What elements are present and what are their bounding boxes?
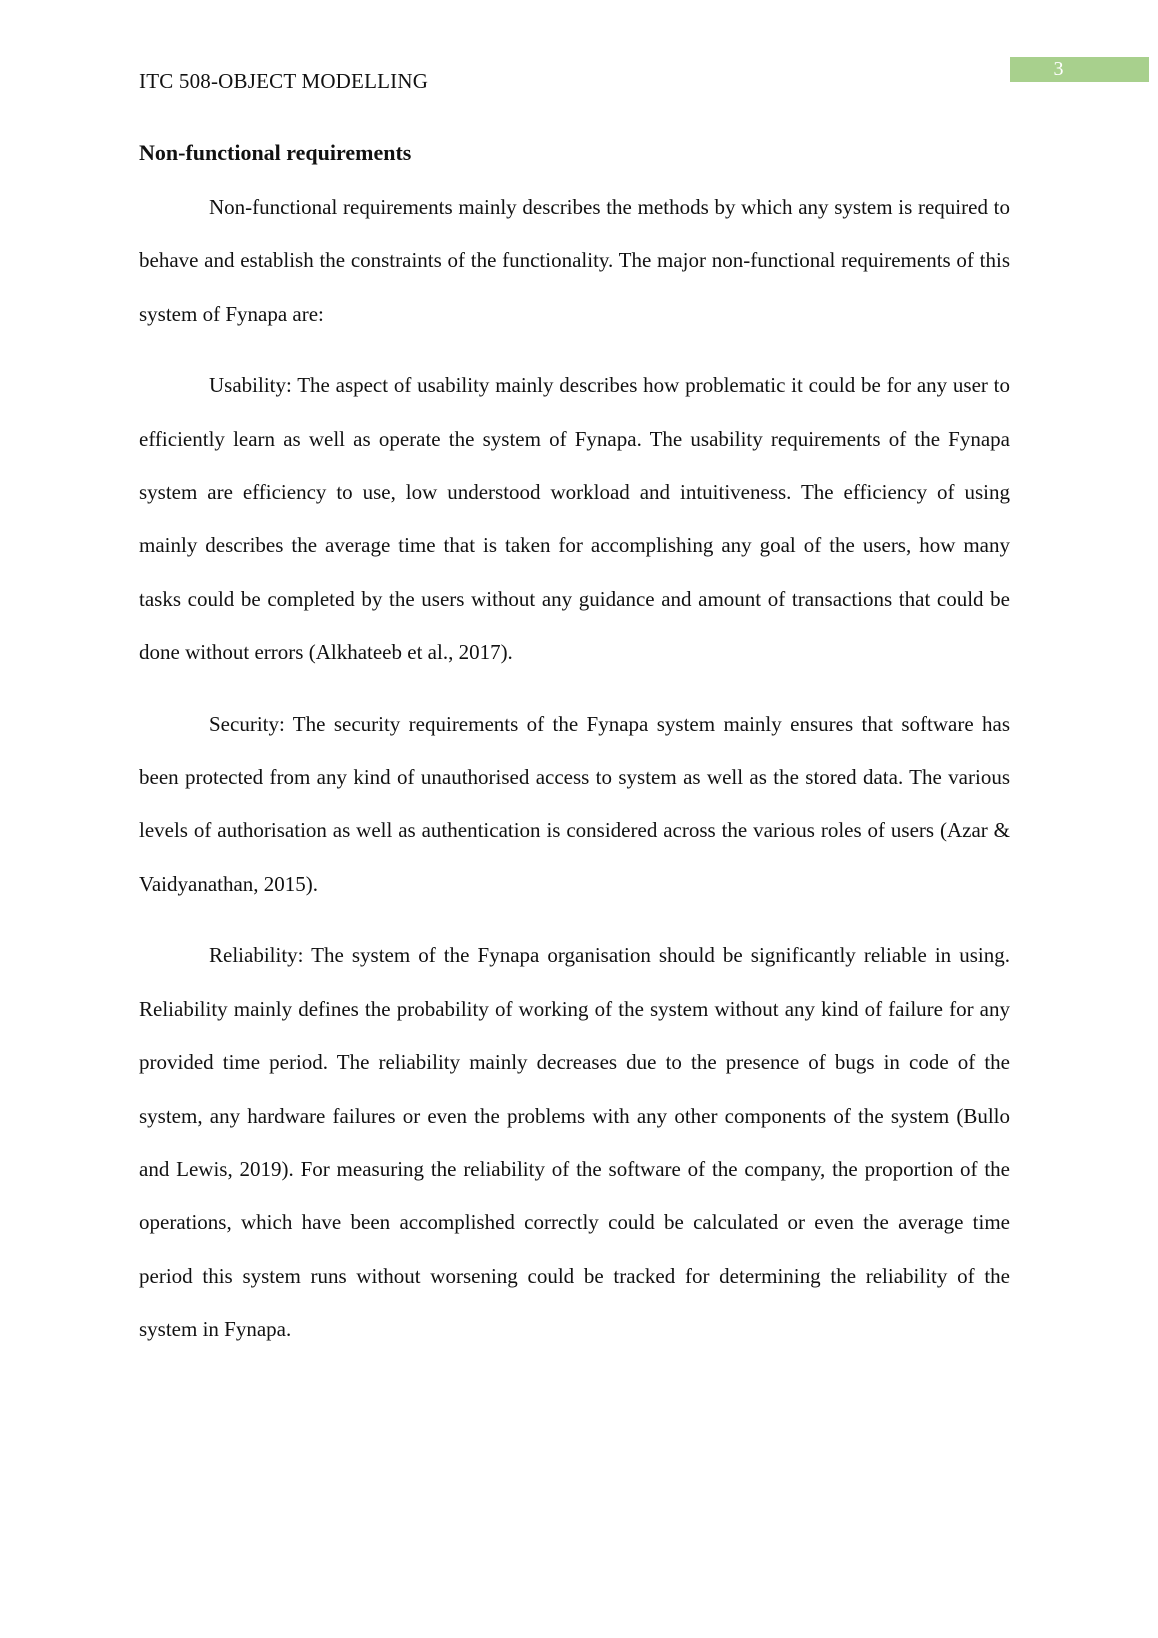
section-heading: Non-functional requirements [139,140,412,165]
page-number-badge [1010,57,1149,82]
paragraph-security: Security: The security requirements of the Fynapa system mainly ensures that software has been protected from any kind of unauthorised access to system as well as the stored data. The various levels of authorisation as well as authentication is considered across the various roles of users (Azar & Vaidyanathan, 2015). [139,711,1010,896]
document-body [139,136,1010,1357]
running-head: ITC 508-OBJECT MODELLING [139,69,429,93]
paragraph-intro: Non-functional requirements mainly describes the methods by which any system is required to behave and establish the constraints of the functionality. The major non-functional requirements of this system of Fynapa are: [139,195,1010,326]
paragraph-usability: Usability: The aspect of usability mainly describes how problematic it could be for any user to efficiently learn as well as operate the system of Fynapa. The usability requirements of the Fynapa system are efficiency to use, low understood workload and intuitiveness. The efficiency of using mainly describes the average time that is taken for accomplishing any goal of the users, how many tasks could be completed by the users without any guidance and amount of transactions that could be done without errors (Alkhateeb et al., 2017). [139,373,1010,665]
page-number: 3 [1053,58,1064,80]
paragraph-reliability: Reliability: The system of the Fynapa organisation should be significantly reliable in using. Reliability mainly defines the probability of working of the system without any kind of failure for any provided time period. The reliability mainly decreases due to the presence of bugs in code of the system, any hardware failures or even the problems with any other components of the system (Bullo and Lewis, 2019). For measuring the reliability of the software of the company, the proportion of the operations, which have been accomplished correctly could be calculated or even the average time period this system runs without worsening could be tracked for determining the reliability of the system in Fynapa. [139,943,1010,1342]
